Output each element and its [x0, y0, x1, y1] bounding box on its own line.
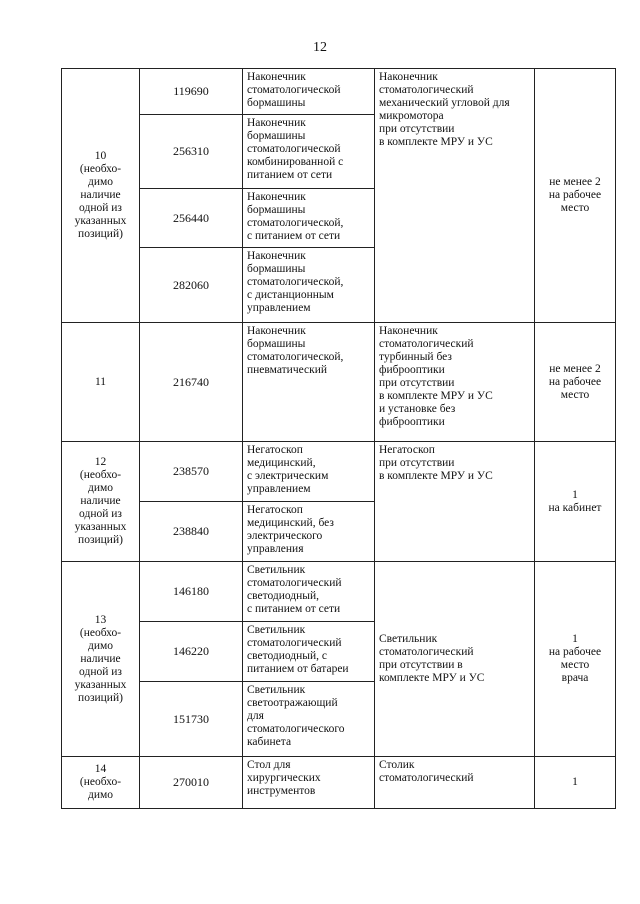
table-row [62, 757, 616, 809]
table-row [62, 69, 616, 115]
table-row [62, 562, 616, 622]
name-cell: Светильник светоотражающий для стоматологического кабинета [243, 682, 375, 757]
name-cell: Стол для хирургических инструментов [243, 757, 375, 809]
code-cell: 146220 [140, 622, 243, 682]
name-cell: Наконечник бормашины стоматологической, с питанием от сети [243, 189, 375, 248]
equipment-cell: Светильник стоматологический при отсутствии в комплекте МРУ и УС [375, 562, 535, 757]
position-cell: 10 (необхо- димо наличие одной из указанных позиций) [62, 69, 140, 323]
code-cell: 146180 [140, 562, 243, 622]
code-cell: 256310 [140, 115, 243, 189]
quantity-cell: 1 на рабочее место врача [535, 562, 616, 757]
code-cell: 282060 [140, 248, 243, 323]
name-cell: Светильник стоматологический светодиодный, с питанием от батареи [243, 622, 375, 682]
page-number: 12 [313, 40, 327, 55]
quantity-cell: 1 [535, 757, 616, 809]
equipment-cell: Наконечник стоматологический турбинный без фиброоптики при отсутствии в комплекте МРУ и УС и установке без фиброоптики [375, 323, 535, 442]
position-cell: 13 (необхо- димо наличие одной из указанных позиций) [62, 562, 140, 757]
code-cell: 151730 [140, 682, 243, 757]
equipment-cell: Столик стоматологический [375, 757, 535, 809]
position-cell: 12 (необхо- димо наличие одной из указанных позиций) [62, 442, 140, 562]
name-cell: Наконечник стоматологической бормашины [243, 69, 375, 115]
code-cell: 119690 [140, 69, 243, 115]
code-cell: 216740 [140, 323, 243, 442]
equipment-cell: Наконечник стоматологический механический угловой для микромотора при отсутствии в комплекте МРУ и УС [375, 69, 535, 323]
equipment-cell: Негатоскоп при отсутствии в комплекте МРУ и УС [375, 442, 535, 562]
table-row [62, 442, 616, 502]
code-cell: 238570 [140, 442, 243, 502]
name-cell: Негатоскоп медицинский, с электрическим управлением [243, 442, 375, 502]
equipment-table [61, 68, 616, 809]
name-cell: Светильник стоматологический светодиодный, с питанием от сети [243, 562, 375, 622]
name-cell: Наконечник бормашины стоматологической, с дистанционным управлением [243, 248, 375, 323]
name-cell: Негатоскоп медицинский, без электрического управления [243, 502, 375, 562]
code-cell: 256440 [140, 189, 243, 248]
quantity-cell: не менее 2 на рабочее место [535, 69, 616, 323]
name-cell: Наконечник бормашины стоматологической, пневматический [243, 323, 375, 442]
code-cell: 238840 [140, 502, 243, 562]
name-cell: Наконечник бормашины стоматологической комбинированной с питанием от сети [243, 115, 375, 189]
table-row [62, 323, 616, 442]
quantity-cell: не менее 2 на рабочее место [535, 323, 616, 442]
code-cell: 270010 [140, 757, 243, 809]
position-cell: 11 [62, 323, 140, 442]
position-cell: 14 (необхо- димо [62, 757, 140, 809]
quantity-cell: 1 на кабинет [535, 442, 616, 562]
